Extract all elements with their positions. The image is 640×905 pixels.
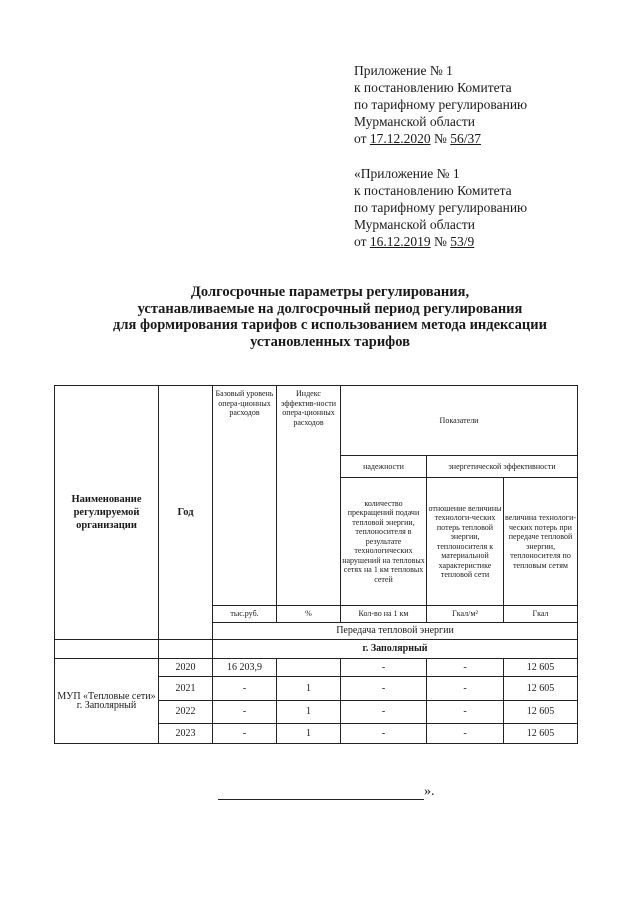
header-losses: величина технологи-ческих потерь при передаче тепловой энергии, теплоносителя по тепловым сетям bbox=[504, 478, 578, 606]
section-heading: Передача тепловой энергии bbox=[213, 623, 578, 640]
parameters-table bbox=[54, 385, 578, 744]
cell-index: 1 bbox=[277, 701, 341, 724]
cell-losses: 12 605 bbox=[504, 724, 578, 744]
unit-failures: Кол-во на 1 км bbox=[341, 606, 427, 623]
header-organization: Наименование регулируемой организации bbox=[55, 386, 159, 640]
decree-number: 53/9 bbox=[450, 234, 475, 249]
cell-base: - bbox=[213, 701, 277, 724]
cell-failures: - bbox=[341, 677, 427, 701]
unit-losses: Гкал bbox=[504, 606, 578, 623]
header-reliability: надежности bbox=[341, 456, 427, 478]
cell-ratio: - bbox=[427, 724, 504, 744]
cell-base: - bbox=[213, 677, 277, 701]
cell-ratio: - bbox=[427, 659, 504, 677]
cell-year: 2022 bbox=[159, 701, 213, 724]
appendix-line: Мурманской области bbox=[354, 114, 475, 129]
empty-cell bbox=[159, 640, 213, 659]
appendix-line: к постановлению Комитета bbox=[354, 80, 512, 95]
decree-date: 16.12.2019 bbox=[369, 234, 431, 249]
decree-date: 17.12.2020 bbox=[369, 131, 431, 146]
appendix-line: по тарифному регулированию bbox=[354, 97, 528, 112]
decree-number: 56/37 bbox=[450, 131, 482, 146]
appendix-title: Приложение № 1 bbox=[354, 63, 453, 78]
number-prefix: № bbox=[430, 131, 451, 146]
header-indicators: Показатели bbox=[341, 386, 578, 456]
appendix-date-line bbox=[354, 233, 527, 250]
organization-name: МУП «Тепловые сети» г. Заполярный bbox=[55, 659, 159, 744]
number-prefix: № bbox=[430, 234, 451, 249]
cell-index: 1 bbox=[277, 724, 341, 744]
date-prefix: от bbox=[354, 131, 370, 146]
cell-index bbox=[277, 659, 341, 677]
title-line: Долгосрочные параметры регулирования, bbox=[190, 284, 470, 300]
title-line: для формирования тарифов с использованием метода индексации bbox=[113, 317, 547, 333]
header-failures: количество прекращений подачи тепловой энергии, теплоносителя в результате технологических нарушений на тепловых сетях на 1 км тепловых сетей bbox=[341, 478, 427, 606]
unit-ratio: Гкал/м² bbox=[427, 606, 504, 623]
cell-losses: 12 605 bbox=[504, 659, 578, 677]
cell-year: 2020 bbox=[159, 659, 213, 677]
cell-losses: 12 605 bbox=[504, 701, 578, 724]
cell-failures: - bbox=[341, 701, 427, 724]
header-year: Год bbox=[159, 386, 213, 640]
header-loss-ratio: отношение величины технологи-ческих потерь тепловой энергии, теплоносителя к материальной характеристике тепловой сети bbox=[427, 478, 504, 606]
signature-line bbox=[218, 785, 424, 800]
cell-base: 16 203,9 bbox=[213, 659, 277, 677]
cell-year: 2023 bbox=[159, 724, 213, 744]
header-energy-efficiency: энергетической эффективности bbox=[427, 456, 578, 478]
cell-ratio: - bbox=[427, 701, 504, 724]
unit-base: тыс.руб. bbox=[213, 606, 277, 623]
appendix-line: по тарифному регулированию bbox=[354, 200, 528, 215]
cell-failures: - bbox=[341, 659, 427, 677]
appendix-title: «Приложение № 1 bbox=[354, 166, 460, 181]
document-title bbox=[60, 284, 600, 350]
closing-quote: ». bbox=[424, 784, 435, 799]
closing-line bbox=[218, 784, 435, 800]
appendix-header-previous bbox=[354, 165, 527, 250]
cell-index: 1 bbox=[277, 677, 341, 701]
header-base-level: Базовый уровень опера-ционных расходов bbox=[213, 386, 277, 606]
table-row bbox=[55, 659, 578, 677]
cell-failures: - bbox=[341, 724, 427, 744]
city-heading: г. Заполярный bbox=[213, 640, 578, 659]
unit-index: % bbox=[277, 606, 341, 623]
date-prefix: от bbox=[354, 234, 370, 249]
empty-cell bbox=[55, 640, 159, 659]
appendix-line: к постановлению Комитета bbox=[354, 183, 512, 198]
cell-ratio: - bbox=[427, 677, 504, 701]
appendix-header-current bbox=[354, 62, 527, 147]
appendix-date-line bbox=[354, 130, 527, 147]
cell-base: - bbox=[213, 724, 277, 744]
title-line: устанавливаемые на долгосрочный период регулирования bbox=[137, 300, 523, 317]
cell-losses: 12 605 bbox=[504, 677, 578, 701]
cell-year: 2021 bbox=[159, 677, 213, 701]
title-line: установленных тарифов bbox=[250, 333, 410, 350]
header-efficiency-index: Индекс эффектив-ности опера-ционных расходов bbox=[277, 386, 341, 606]
appendix-line: Мурманской области bbox=[354, 217, 475, 232]
